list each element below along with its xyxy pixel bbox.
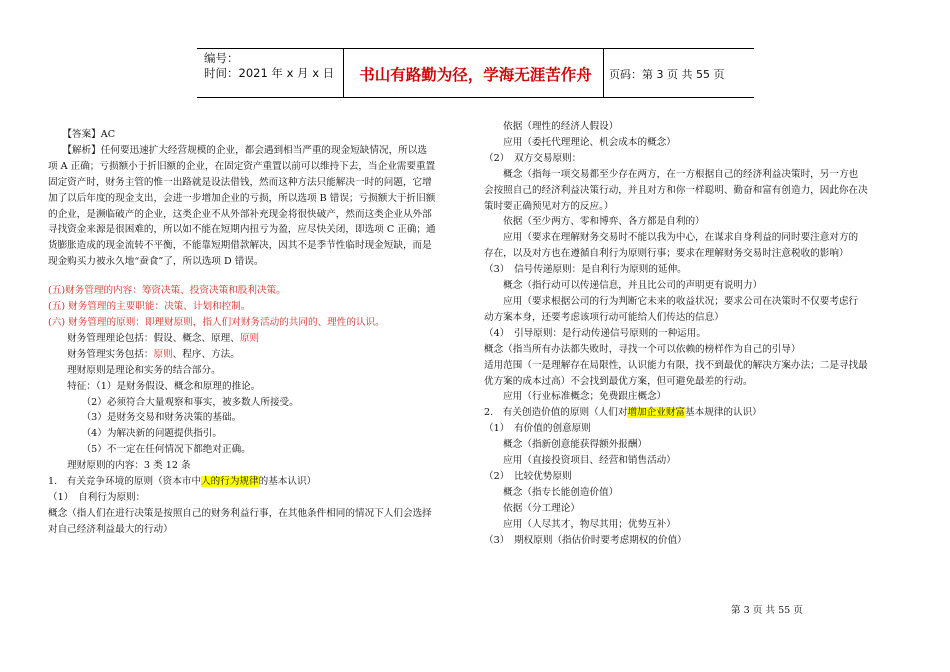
text-line: 特征：（1）是财务假设、概念和原理的推论。 [48,380,261,392]
text-span: 、程序、方法。 [172,348,240,360]
text-span: 基本规律的认识） [685,407,762,419]
text-line: 应用（要求在理解财务交易时不能以我为中心，在谋求自身利益的同时要注意对方的 [484,232,859,244]
text-line: 概念（指行动可以传递信息，并且比公司的声明更有说明力） [484,280,763,292]
text-line: 应用（行业标准概念；免费跟庄概念） [484,391,667,403]
highlighted-term: 人的行为规律 [201,476,259,488]
text-line: 应用（委托代理理论、机会成本的概念） [484,136,676,148]
text-line: 固定资产时，财务主管的惟一出路就是设法借钱，然而这种方法只能解决一时的问题，它增 [48,176,432,188]
text-line: 项 A 正确；亏损额小于折旧额的企业，在固定资产重置以前可以维持下去，当企业需要重置 [48,160,436,172]
header-motto: 书山有路勤为径，学海无涯苦作舟 [359,66,592,84]
text-line: 应用（要求根据公司的行为判断它未来的收益状况；要求公司在决策时不仅要考虑行 [484,295,859,307]
text-line [48,331,474,347]
text-line: 【答案】AC [48,129,116,140]
text-line: 动方案本身，还要考虑该项行动可能给人们传达的信息） [484,311,724,323]
header-meta [204,51,334,81]
text-line: 策时要正确预见对方的反应。） [484,200,614,212]
page-footer: 第 3 页 共 55 页 [731,605,803,616]
header-divider [603,49,604,97]
text-line: 适用范围（一是理解存在局限性，认识能力有限，找不到最优的解决方案办法；二是寻找最 [484,359,868,371]
text-line: 理财原则的内容：3 类 12 条 [48,460,191,472]
text-line: 应用（直接投资项目、经营和销售活动） [484,455,676,467]
number-label: 编号： [204,51,239,65]
red-term: 原则 [239,332,260,344]
text-line: （4） 引导原则：是行动传递信号原则的一种运用。 [484,327,706,339]
text-span: 财务管理实务包括： [48,348,154,360]
text-line: 概念（指专长能创造价值） [484,486,619,498]
time-label: 时间：2021 年 x 月 x 日 [204,66,335,80]
text-line: （2）必须符合大量观察和事实，被多数人所接受。 [48,396,299,408]
text-line: （1） 有价值的创意原则 [484,423,591,435]
text-line: 【解析】任何要迅速扩大经营规模的企业，都会遇到相当严重的现金短缺情况，所以选 [48,144,427,156]
section-heading: (六) 财务管理的原则：即理财原则，指人们对财务活动的共同的、理性的认识。 [48,316,385,328]
text-line: 存在，以及对方也在遵循自利行为原则行事；要求在理解财务交易时注意税收的影响） [484,248,849,260]
text-line: 概念（指当所有办法都失败时，寻找一个可以依赖的榜样作为自己的引导） [484,343,801,355]
text-line: （3） 期权原则（指估价时要考虑期权的价值） [484,534,687,546]
text-line: （2） 双方交易原则： [484,152,582,164]
text-line: 理财原则是理论和实务的结合部分。 [48,364,221,376]
text-span: 2. 有关创造价值的原则（人们对 [484,407,628,419]
text-line: 优方案的成本过高）不会找到最优方案，但可避免最差的行动。 [484,375,753,387]
header-page-number: 页码：第 3 页 共 55 页 [609,68,725,81]
text-line: 寻找资金来源是很困难的，所以如不能在短期内扭亏为盈，应尽快关闭，即选项 C 正确；通 [48,224,436,236]
header-divider [343,49,344,97]
text-line: 应用（人尽其才，物尽其用；优势互补） [484,518,676,530]
left-column [48,127,474,538]
text-line: 现金购买力被永久地“蚕食”了，所以选项 D 错误。 [48,256,264,268]
text-line: 会按照自己的经济利益决策行动，并且对方和你一样聪明、勤奋和富有创造力，因此你在决 [484,184,868,196]
text-line: 加了以后年度的现金支出，会进一步增加企业的亏损，所以选项 B 错误；亏损额大于折旧额 [48,192,436,204]
text-line: 概念（指人们在进行决策是按照自己的财务利益行事，在其他条件相同的情况下人们会选择 [48,507,432,519]
text-line: （2） 比较优势原则 [484,470,572,482]
section-heading: (五) 财务管理的主要职能：决策、计划和控制。 [48,301,251,313]
text-line: 的企业，是濒临破产的企业，这类企业不从外部补充现金将很快破产，然而这类企业从外部 [48,208,432,220]
text-line: 依据（分工理论） [484,502,580,514]
text-line: （3） 信号传递原则：是自利行为原则的延伸。 [484,264,687,276]
red-term: 原则 [153,348,173,360]
text-span: 的基本认识） [258,476,317,488]
section-heading: (五)财务管理的内容：筹资决策、投资决策和股利决策。 [48,285,286,297]
text-span: 财务管理理论包括：假设、概念、原理、 [48,332,240,344]
highlighted-term: 增加企业财富 [627,407,686,419]
text-line: 依据（至少两方、零和博弈、各方都是自利的） [484,216,705,228]
text-line: （5）不一定在任何情况下都绝对正确。 [48,444,251,456]
text-line [484,405,912,421]
right-column [484,119,912,548]
text-line: 概念（指新创意能获得额外报酬） [484,439,648,451]
text-line: 概念（指每一项交易都至少存在两方，在一方根据自己的经济利益决策时，另一方也 [484,168,859,180]
text-line: 货膨胀造成的现金流转不平衡，不能靠短期借款解决，因其不是季节性临时现金短缺，而是 [48,240,432,252]
text-line: （1） 自利行为原则： [48,491,146,503]
text-line [48,347,474,363]
text-line: （3）是财务交易和财务决策的基础。 [48,412,242,424]
text-line [48,474,474,490]
text-line: 依据（理性的经济人假设） [484,121,619,132]
text-line: 对自己经济利益最大的行动） [48,523,173,535]
text-line: （4）为解决新的问题提供指引。 [48,428,222,440]
text-span: 1. 有关竞争环境的原则（资本市中 [48,476,202,488]
page-header [197,48,754,98]
